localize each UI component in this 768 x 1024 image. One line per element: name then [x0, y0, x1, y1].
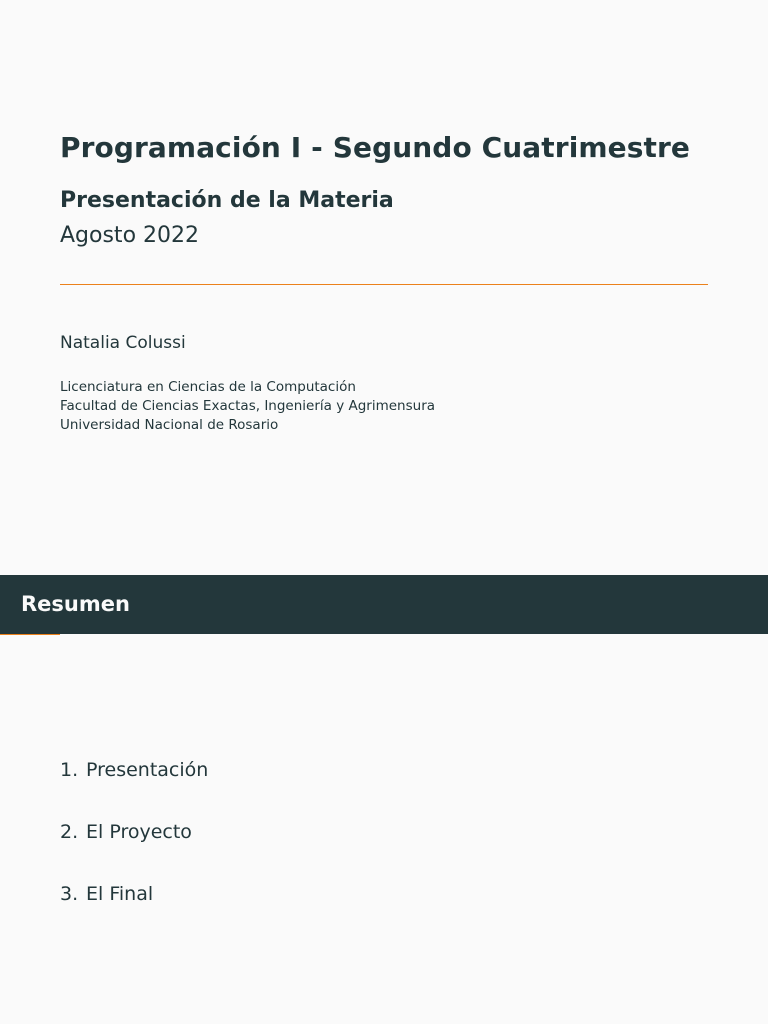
institute-line-university: Universidad Nacional de Rosario: [60, 417, 279, 433]
toc-item-el-final[interactable]: [60, 879, 208, 909]
title-separator: [60, 284, 708, 285]
toc-item-el-proyecto[interactable]: [60, 817, 208, 847]
table-of-contents: [60, 755, 208, 909]
presentation-subtitle: Presentación de la Materia: [60, 188, 394, 213]
presentation-date: Agosto 2022: [60, 223, 200, 248]
toc-item-number: 1.: [60, 759, 79, 781]
frame-header: [0, 575, 768, 634]
toc-item-number: 2.: [60, 821, 79, 843]
toc-item-label: Presentación: [86, 759, 209, 781]
institute-line-degree: Licenciatura en Ciencias de la Computación: [60, 379, 356, 395]
institute-block: [60, 378, 435, 435]
toc-item-label: El Proyecto: [86, 821, 192, 843]
frame-title: Resumen: [21, 592, 130, 616]
summary-slide: [0, 575, 768, 1024]
presentation-title: Programación I - Segundo Cuatrimestre: [60, 131, 691, 164]
institute-line-faculty: Facultad de Ciencias Exactas, Ingeniería y Agrimensura: [60, 398, 436, 414]
header-accent-line: [0, 634, 60, 635]
author-name: Natalia Colussi: [60, 333, 186, 353]
toc-item-label: El Final: [86, 883, 154, 905]
toc-item-number: 3.: [60, 883, 79, 905]
toc-item-presentacion[interactable]: [60, 755, 208, 785]
